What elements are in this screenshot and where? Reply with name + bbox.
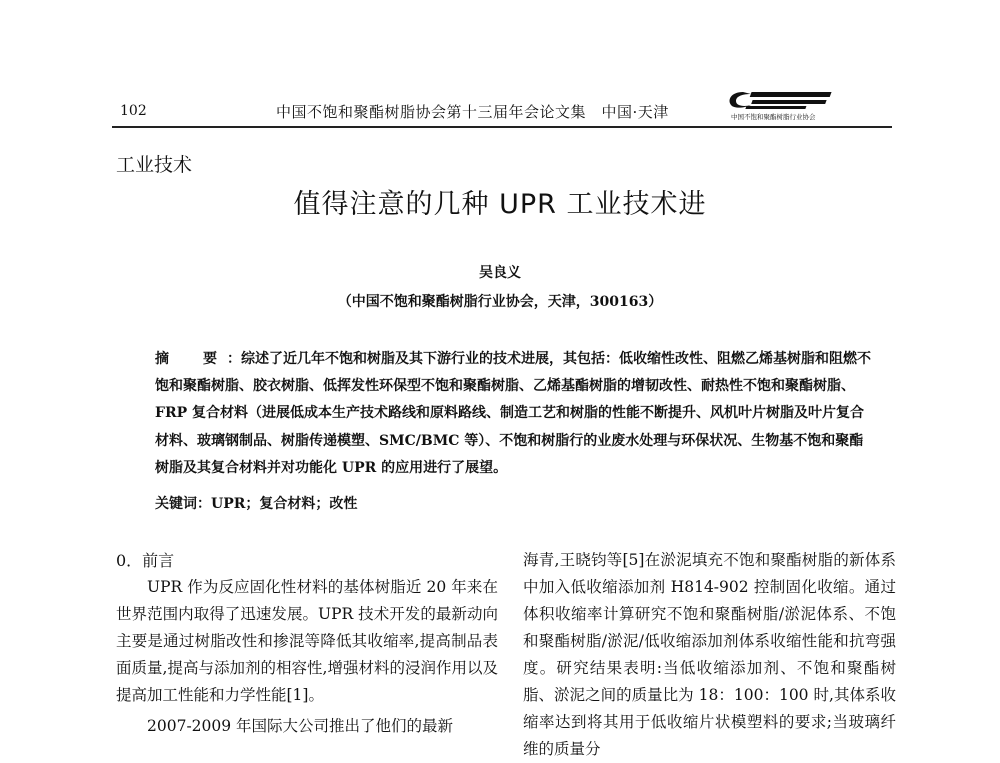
right-column	[523, 547, 896, 763]
keywords: 关键词：UPR；复合材料；改性	[155, 496, 358, 512]
running-head: 中国不饱和聚酯树脂协会第十三届年会论文集 中国·天津	[276, 103, 669, 121]
abstract-text: ：综述了近几年不饱和树脂及其下游行业的技术进展，其包括：低收缩性改性、阻燃乙烯基树脂和阻燃不饱和聚酯树脂、胶衣树脂、低挥发性环保型不饱和聚酯树脂、乙烯基酯树脂的增韧改性、耐热性不饱和聚酯树脂、FRP 复合材料（进展低成本生产技术路线和原料路线、制造工艺和树脂的性能不断提升、风机叶片树脂及叶片复合材料、玻璃钢制品、树脂传递模塑、SMC/BMC 等）、不饱和树脂行的业废水处理与环保状况、生物基不饱和聚酯树脂及其复合材料并对功能化 UPR 的应用进行了展望。	[155, 351, 871, 476]
paper-title: 值得注意的几种 UPR 工业技术进	[293, 189, 707, 220]
page-number: 102	[120, 103, 147, 119]
header-rule	[112, 126, 892, 128]
section-tag: 工业技术	[116, 154, 193, 176]
abstract-label: 摘 要	[155, 351, 227, 367]
abstract	[155, 346, 875, 482]
body-paragraph: 海青,王晓钧等[5]在淤泥填充不饱和聚酯树脂的新体系中加入低收缩添加剂 H814-902 控制固化收缩。通过体积收缩率计算研究不饱和聚酯树脂/淤泥体系、不饱和聚酯树脂/淤泥/低收缩添加剂体系收缩性能和抗弯强度。研究结果表明:当低收缩添加剂、不饱和聚酯树脂、淤泥之间的质量比为 18：100：100 时,其体系收缩率达到将其用于低收缩片状模塑料的要求;当玻璃纤维的质量分	[523, 551, 896, 758]
logo-caption: 中国不饱和聚酯树脂行业协会	[731, 113, 816, 121]
affiliation: （中国不饱和聚酯树脂行业协会，天津，300163）	[337, 294, 663, 310]
section-heading: 0．前言	[116, 551, 175, 570]
author: 吴良义	[479, 265, 521, 281]
body-paragraph: 2007-2009 年国际大公司推出了他们的最新	[147, 717, 454, 735]
association-logo	[725, 88, 885, 122]
body-paragraph: UPR 作为反应固化性材料的基体树脂近 20 年来在世界范围内取得了迅速发展。UPR 技术开发的最新动向主要是通过树脂改性和掺混等降低其收缩率,提高制品表面质量,提高与添加剂的相容性,增强材料的浸润作用以及提高加工性能和力学性能[1]。	[116, 578, 498, 704]
left-column	[116, 547, 498, 740]
